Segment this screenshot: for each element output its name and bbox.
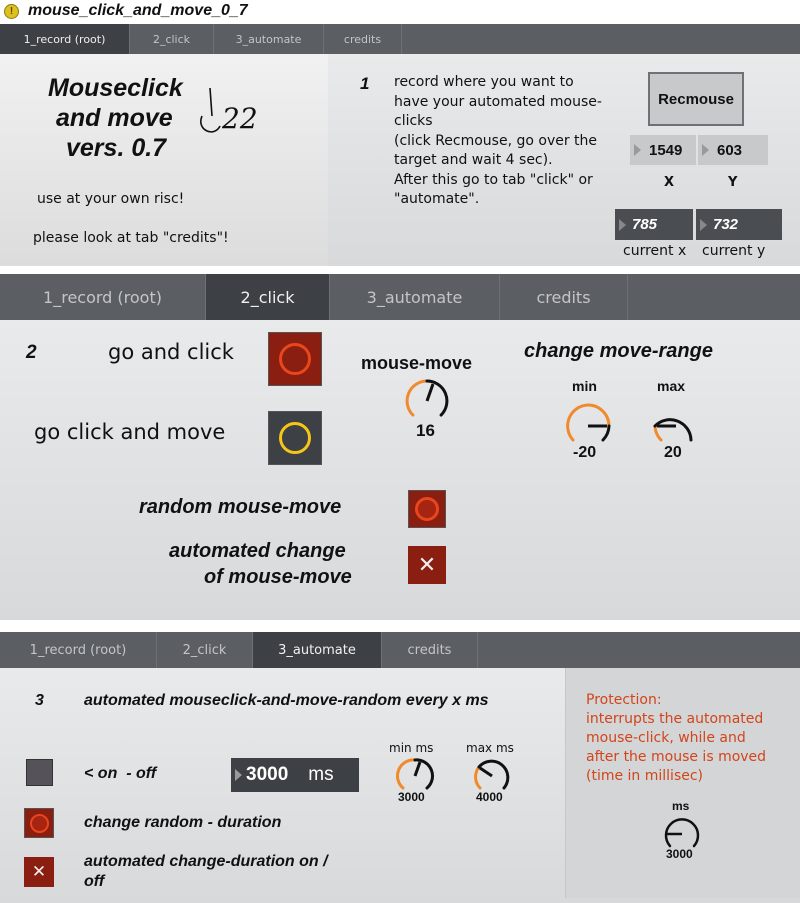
- tab-credits[interactable]: credits: [500, 274, 628, 320]
- protection-knob-track-arc: [666, 819, 698, 846]
- tab-click[interactable]: 2_click: [206, 274, 330, 320]
- app-title-line2: and move: [56, 104, 173, 132]
- risk-warning: use at your own risc!: [37, 191, 185, 207]
- tab-automate[interactable]: 3_automate: [253, 632, 382, 668]
- interval-ms-box[interactable]: [231, 758, 359, 792]
- automated-change-label-line1: automated change: [169, 540, 346, 562]
- current-y-value: 732: [713, 216, 739, 233]
- tab-bar-3: [0, 632, 800, 668]
- mouse-move-value: 16: [416, 421, 435, 440]
- min-ms-knob-remaining-arc: [415, 760, 432, 788]
- go-click-move-ring-icon: [279, 422, 311, 454]
- tab-record[interactable]: 1_record (root): [0, 24, 130, 54]
- step-1-number: 1: [360, 74, 370, 93]
- tab-click[interactable]: 2_click: [130, 24, 214, 54]
- automated-change-label-line2: of mouse-move: [204, 566, 352, 588]
- max-range-value: 20: [664, 444, 682, 461]
- go-and-click-ring-icon: [279, 343, 311, 375]
- go-and-click-label: go and click: [108, 340, 234, 364]
- protection-line2: interrupts the automated: [586, 711, 764, 727]
- current-x-box: [615, 209, 693, 240]
- min-range-knob-remaining-arc: [588, 405, 609, 426]
- go-click-move-button[interactable]: [268, 411, 322, 465]
- go-click-move-label: go click and move: [34, 420, 226, 444]
- instruction-line1: record where you want to: [394, 74, 574, 90]
- change-random-ring-icon: [30, 814, 49, 833]
- change-range-label: change move-range: [524, 340, 713, 362]
- recorded-x-value: 1549: [649, 141, 683, 159]
- interval-arrow-icon: [235, 769, 242, 781]
- protection-line3: mouse-click, while and: [586, 730, 746, 746]
- min-range-knob-tail-arc: [603, 426, 609, 440]
- instruction-line2: have your automated mouse-: [394, 94, 602, 110]
- current-x-arrow-icon: [619, 219, 626, 231]
- min-ms-value: 3000: [398, 790, 425, 804]
- on-off-label: < on - off: [84, 765, 157, 782]
- window-titlebar: [0, 0, 800, 24]
- tab-record[interactable]: 1_record (root): [0, 632, 157, 668]
- tab-automate[interactable]: 3_automate: [330, 274, 500, 320]
- min-ms-label: min ms: [389, 741, 434, 755]
- step-2-number: 2: [26, 342, 37, 363]
- signature-number: 22: [222, 102, 258, 135]
- y-label: Y: [728, 175, 738, 190]
- interval-ms-value: 3000: [246, 764, 289, 785]
- protection-line1: Protection:: [586, 692, 662, 708]
- max-label: max: [657, 378, 686, 394]
- protection-line5: (time in millisec): [586, 768, 704, 784]
- min-ms-knob-pointer: [415, 762, 420, 776]
- protection-line4: after the mouse is moved: [586, 749, 767, 765]
- current-x-value: 785: [632, 216, 658, 233]
- x-label: X: [664, 175, 675, 190]
- app-title-line3: vers. 0.7: [66, 134, 167, 162]
- random-move-ring-icon: [415, 497, 439, 521]
- on-off-toggle[interactable]: [26, 759, 53, 786]
- automated-duration-toggle[interactable]: [24, 857, 54, 887]
- mouse-move-label: mouse-move: [361, 353, 473, 373]
- automate-heading: automated mouseclick-and-move-random every x ms: [84, 692, 489, 709]
- recorded-y-box: [698, 135, 768, 165]
- protection-ms-label: ms: [672, 799, 690, 813]
- tab-record[interactable]: 1_record (root): [0, 274, 206, 320]
- app-title-line1: Mouseclick: [48, 74, 183, 102]
- step-3-number: 3: [35, 692, 44, 709]
- change-random-button[interactable]: [24, 808, 54, 838]
- automated-duration-label-line1: automated change-duration on /: [84, 853, 328, 870]
- automated-duration-label-line2: off: [84, 873, 105, 890]
- current-x-label: current x: [623, 243, 687, 259]
- min-range-value: -20: [573, 444, 597, 461]
- mouse-move-knob-active-arc: [407, 381, 427, 415]
- click-panel: [0, 320, 800, 620]
- random-move-button[interactable]: [408, 490, 446, 528]
- instruction-line5: target and wait 4 sec).: [394, 152, 553, 168]
- max-ms-knob-remaining-arc: [479, 761, 508, 788]
- tab-bar-1: [0, 24, 800, 54]
- info-icon: !: [4, 4, 19, 19]
- x-box-arrow-icon: [634, 144, 641, 156]
- recmouse-button[interactable]: Recmouse: [648, 72, 744, 126]
- max-range-knob-active-arc: [655, 426, 661, 440]
- y-box-arrow-icon: [702, 144, 709, 156]
- record-right-panel: [328, 54, 800, 266]
- max-ms-label: max ms: [466, 741, 514, 755]
- mouse-move-knob-pointer: [427, 384, 433, 401]
- automated-change-toggle[interactable]: [408, 546, 446, 584]
- close-x-icon: ✕: [31, 862, 47, 882]
- protection-value: 3000: [666, 847, 693, 861]
- tab-click[interactable]: 2_click: [157, 632, 253, 668]
- random-move-label: random mouse-move: [139, 496, 342, 518]
- protection-panel: [565, 668, 800, 898]
- credits-hint: please look at tab "credits"!: [33, 230, 229, 246]
- max-range-knob-remaining-arc: [655, 420, 691, 440]
- max-ms-knob-pointer: [480, 768, 492, 776]
- window-title: mouse_click_and_move_0_7: [28, 2, 248, 19]
- max-ms-value: 4000: [476, 790, 503, 804]
- min-range-knob-active-arc: [568, 405, 588, 440]
- tab-bar-2: [0, 274, 800, 320]
- interval-ms-unit: ms: [308, 764, 334, 785]
- instruction-line6: After this go to tab "click" or: [394, 172, 593, 188]
- instruction-line7: "automate".: [394, 191, 480, 207]
- automate-panel: [0, 668, 800, 903]
- max-ms-knob-active-arc: [476, 767, 480, 788]
- tab-credits[interactable]: credits: [382, 632, 478, 668]
- current-y-box: [696, 209, 782, 240]
- min-ms-knob-active-arc: [398, 760, 415, 788]
- change-random-label: change random - duration: [84, 814, 282, 831]
- min-label: min: [572, 378, 597, 394]
- mouse-move-knob-remaining-arc: [427, 381, 447, 415]
- tab-credits[interactable]: credits: [324, 24, 402, 54]
- tab-automate[interactable]: 3_automate: [214, 24, 324, 54]
- go-and-click-button[interactable]: [268, 332, 322, 386]
- instruction-line3: clicks: [394, 113, 433, 129]
- current-y-arrow-icon: [700, 219, 707, 231]
- recorded-y-value: 603: [717, 141, 743, 159]
- mouse-move-knob[interactable]: [402, 376, 452, 426]
- record-left-panel: [0, 54, 328, 266]
- close-x-icon: ✕: [417, 552, 437, 578]
- recorded-x-box: [630, 135, 696, 165]
- current-y-label: current y: [702, 243, 766, 259]
- instruction-line4: (click Recmouse, go over the: [394, 133, 598, 149]
